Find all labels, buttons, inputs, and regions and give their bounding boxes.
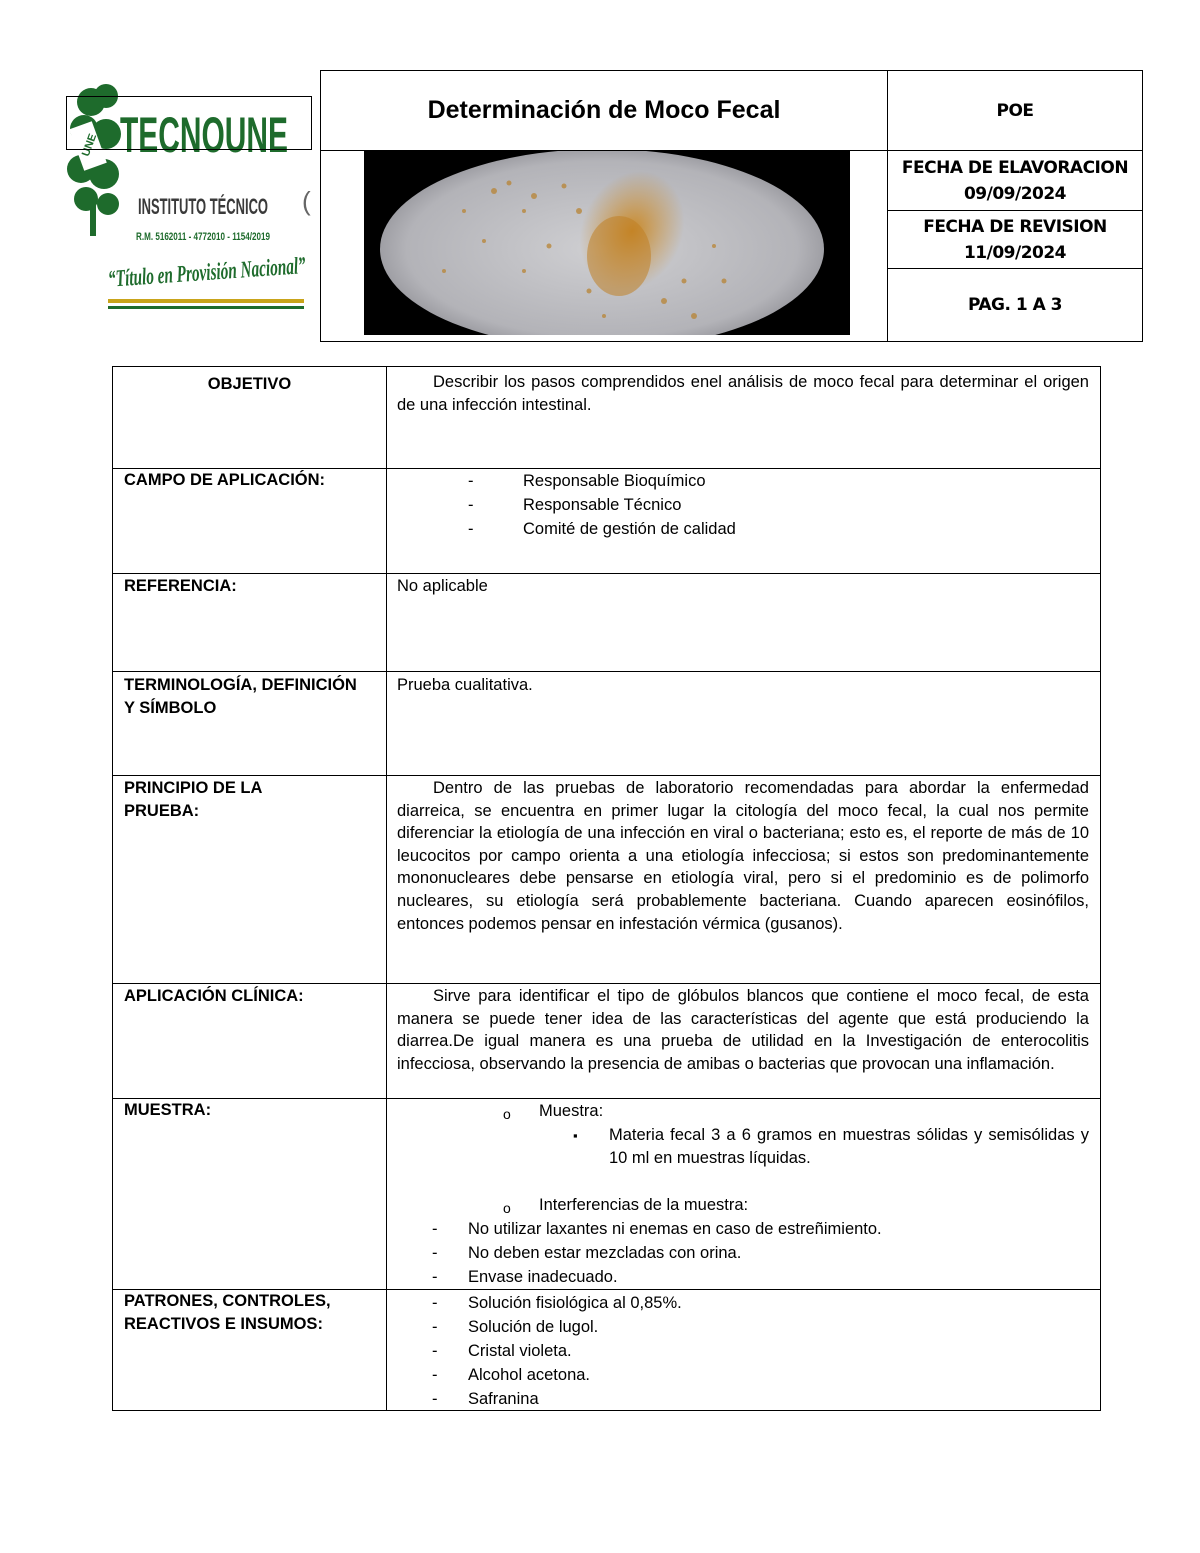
aplicacion-label: APLICACIÓN CLÍNICA:: [124, 987, 304, 1005]
referencia-label: REFERENCIA:: [124, 577, 237, 595]
logo-slogan: “Título en Provisión: [107, 252, 312, 293]
objetivo-text: Describir los pasos comprendidos enel análisis de moco fecal para determinar el origen de una infección intestinal.: [397, 373, 1089, 414]
doc-type: POE: [996, 100, 1034, 121]
aplicacion-text: Sirve para identificar el tipo de glóbulos blancos que contiene el moco fecal, de esta manera se puede tener idea de las características del agente que está produciendo la diarrea.De igual manera es una prueba de utilidad en la Investigación de enterocolitis infecciosa, observando la presencia de amibas o bacterias que provocan una inflamación.: [397, 987, 1089, 1073]
elaboration-date-cell: [888, 151, 1142, 210]
document-header: [320, 70, 1143, 342]
microscope-image: [364, 151, 850, 335]
procedure-table: OBJETIVO Describir los pasos comprendidos enel análisis de moco fecal para determinar el origen de una infección intestinal. CAMPO DE APLICACIÓN: - Responsable Bioquímico - Responsable Técnico - Comité de gestión de calidad REFERENCIA: No aplicable TERMINOLOGÍA, DEFINICIÓN Y SÍMBOLO Prueba cualitativa. PRINCIPIO DE LA PRUEBA: Dentro de las pruebas de laboratorio recomendadas para abordar la enfermedad diarreica, se encuentra en primer lugar la citología del moco fecal, la cual nos permite diferenciar la etiología de una infección en viral o bacteriana; esto es, el reporte de más de 10 leucocitos por campo orienta a una etiología infecciosa; si estos son predominantemente mononucleares debe pensarse en etiología viral, pero si el predominio es de polimorfo nucleares, su etiología será probablemente bacteriana. Cuando aparecen eosinófilos, entonces podemos pensar en infestación vérmica (gusanos). APLICACIÓN CLÍNICA: Sirve para identificar el tipo de glóbulos blancos que contiene el moco fecal, de esta manera se puede tener idea de las características del agente que está produciendo la diarrea.De igual manera es una prueba de utilidad en la Investigación de enterocolitis infecciosa, observando la presencia de amibas o bacterias que provocan una inflamación. MUESTRA: o Muestra: ▪ Materia fecal 3 a 6 gramos en muestras sólidas y semisólidas y 10 ml en muestras líquidas. o Interferencias de la muestra: - No utilizar laxantes ni enemas en caso de estreñimiento. - No deben estar mezcladas con orina. - Envase inadecuado. PATRONES, CONTROLES, REACTIVOS E INSUMOS: - Solución fisiológica al 0,85%. - Solución de lugol. - Cristal violeta. - Alcohol acetona. - Safranina: [112, 366, 1101, 1411]
svg-text:UNE: UNE: [79, 132, 100, 159]
campo-label: CAMPO DE APLICACIÓN:: [124, 471, 326, 489]
principio-label: PRINCIPIO DE LA PRUEBA:: [124, 779, 262, 820]
terminologia-text: Prueba cualitativa.: [397, 676, 533, 694]
revision-label: FECHA DE REVISION: [923, 216, 1107, 237]
elaboration-label: FECHA DE ELAVORACION: [901, 157, 1129, 178]
logo-name: TECNOUNE: [120, 107, 288, 163]
logo-registry: R.M. 5162011 - 4772010 - 1154/2019: [136, 231, 270, 243]
referencia-text: No aplicable: [397, 577, 488, 595]
terminologia-label: TERMINOLOGÍA, DEFINICIÓN Y SÍMBOLO: [124, 676, 357, 717]
logo-frame: [66, 96, 312, 150]
logo-subtitle: INSTITUTO TÉCNICO: [138, 194, 268, 219]
revision-date-cell: [888, 211, 1142, 268]
revision-date: 11/09/2024: [963, 242, 1067, 263]
document-title: Determinación de Moco Fecal: [427, 96, 781, 124]
elaboration-date: 09/09/2024: [963, 183, 1067, 204]
page-indicator: PAG. 1 A 3: [967, 295, 1063, 315]
patrones-label: PATRONES, CONTROLES, REACTIVOS E INSUMOS:: [124, 1292, 331, 1333]
muestra-label: MUESTRA:: [124, 1101, 212, 1119]
muestra-sub1-item: ▪ Materia fecal 3 a 6 gramos en muestras sólidas y semisólidas y 10 ml en muestras líquidas.: [573, 1126, 1089, 1167]
principio-text: Dentro de las pruebas de laboratorio recomendadas para abordar la enfermedad diarreica, se encuentra en primer lugar la citología del moco fecal, la cual nos permite diferenciar la etiología de una infección en viral o bacteriana; esto es, el reporte de más de 10 leucocitos por campo orienta a una etiología infecciosa; si estos son predominantemente mononucleares debe pensarse en etiología viral, pero si el predominio es de polimorfo nucleares, su etiología será probablemente bacteriana. Cuando aparecen eosinófilos, entonces podemos pensar en infestación vérmica (gusanos).: [397, 779, 1089, 933]
stray-parenthesis: (: [302, 186, 311, 216]
objetivo-label: OBJETIVO: [207, 375, 292, 393]
